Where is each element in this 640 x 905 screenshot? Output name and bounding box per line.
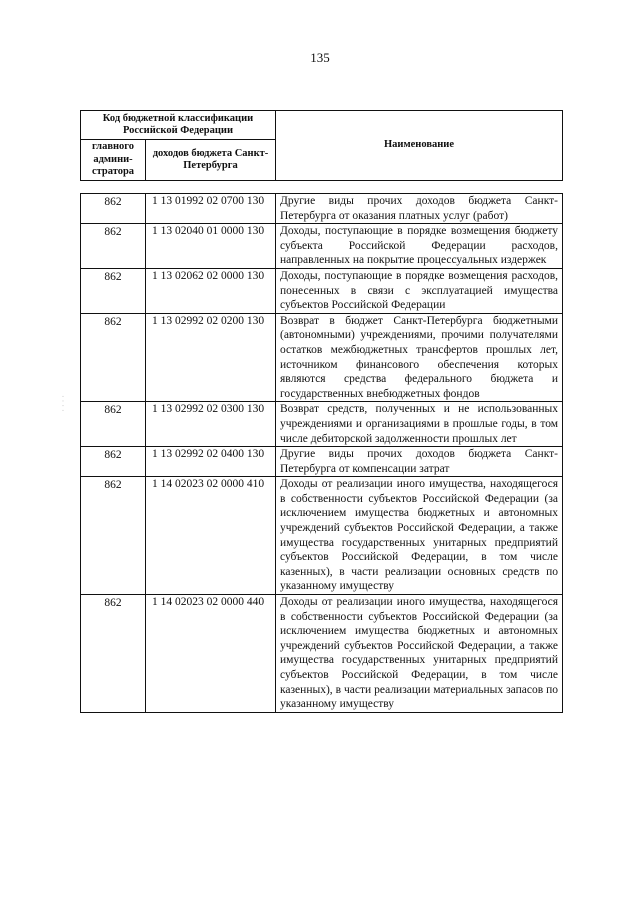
header-name: Наименование: [276, 111, 563, 181]
income-code-cell: 1 13 02992 02 0200 130: [146, 313, 276, 402]
admin-code-cell: 862: [81, 194, 146, 224]
name-cell: Доходы, поступающие в порядке возмещения бюджету субъекта Российской Федерации расходов, направленных на покрытие процессуальных издержек: [276, 224, 563, 269]
table-row: [81, 477, 563, 595]
table-row: [81, 268, 563, 313]
name-cell: Возврат средств, полученных и не использованных учреждениями и организациями в прошлые годы, в том числе дебиторской задолженности прошлых лет: [276, 402, 563, 447]
page-number: 135: [310, 50, 330, 65]
header-classification-code: Код бюджетной классификации Российской Федерации: [81, 111, 276, 140]
admin-code-cell: 862: [81, 402, 146, 447]
name-cell: Другие виды прочих доходов бюджета Санкт-Петербурга от компенсации затрат: [276, 447, 563, 477]
table-row: [81, 313, 563, 402]
margin-scan-marks: · · · ·: [58, 395, 67, 412]
name-cell: Доходы от реализации иного имущества, находящегося в собственности субъектов Российской Федерации (за исключением имущества бюджетных и автономных учреждений субъектов Российской Федерации, а также имущества государственных унитарных предприятий субъектов Российской Федерации, в том числе казенных), в части реализации материальных запасов по указанному имуществу: [276, 595, 563, 713]
admin-code-cell: 862: [81, 313, 146, 402]
admin-code-cell: 862: [81, 224, 146, 269]
table-row: [81, 224, 563, 269]
income-code-cell: 1 13 02992 02 0300 130: [146, 402, 276, 447]
name-cell: Возврат в бюджет Санкт-Петербурга бюджетными (автономными) учреждениями, прочими получателями остатков межбюджетных трансфертов прошлых лет, источником финансового обеспечения которых являются средства федерального бюджета и государственных внебюджетных фондов: [276, 313, 563, 402]
classification-table: [80, 193, 563, 713]
admin-code-cell: 862: [81, 477, 146, 595]
name-cell: Доходы, поступающие в порядке возмещения расходов, понесенных в связи с эксплуатацией имущества субъектов Российской Федерации: [276, 268, 563, 313]
header-admin: главного админи-стратора: [81, 140, 146, 181]
name-cell: Доходы от реализации иного имущества, находящегося в собственности субъектов Российской Федерации (за исключением имущества бюджетных и автономных учреждений субъектов Российской Федерации, а также имущества государственных унитарных предприятий субъектов Российской Федерации, в том числе казенных), в части реализации основных средств по указанному имуществу: [276, 477, 563, 595]
header-income: доходов бюджета Санкт-Петербурга: [146, 140, 276, 181]
admin-code-cell: 862: [81, 595, 146, 713]
admin-code-cell: 862: [81, 447, 146, 477]
table-row: [81, 402, 563, 447]
table-row: [81, 194, 563, 224]
table-body: [81, 194, 563, 713]
income-code-cell: 1 13 02040 01 0000 130: [146, 224, 276, 269]
admin-code-cell: 862: [81, 268, 146, 313]
income-code-cell: 1 13 02992 02 0400 130: [146, 447, 276, 477]
table-row: [81, 595, 563, 713]
table-row: [81, 447, 563, 477]
table-header: [80, 110, 563, 181]
income-code-cell: 1 13 01992 02 0700 130: [146, 194, 276, 224]
income-code-cell: 1 13 02062 02 0000 130: [146, 268, 276, 313]
income-code-cell: 1 14 02023 02 0000 440: [146, 595, 276, 713]
income-code-cell: 1 14 02023 02 0000 410: [146, 477, 276, 595]
name-cell: Другие виды прочих доходов бюджета Санкт-Петербурга от оказания платных услуг (работ): [276, 194, 563, 224]
